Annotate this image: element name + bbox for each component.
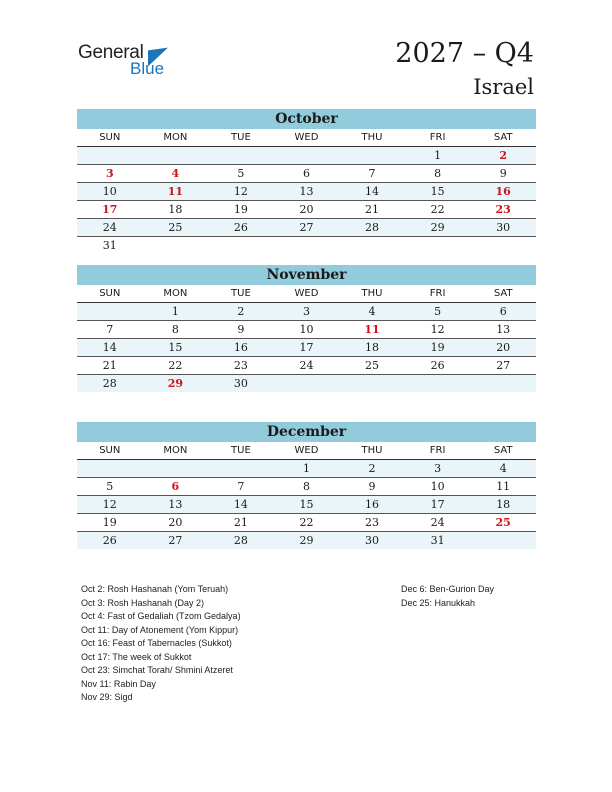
month-november: [77, 265, 536, 392]
day-cell: 29: [405, 219, 471, 237]
week-row: [77, 165, 536, 183]
day-cell: 15: [274, 496, 340, 514]
weekday-header-row: [77, 129, 536, 147]
day-cell: 24: [77, 219, 143, 237]
day-cell: 12: [77, 496, 143, 514]
logo-general-text: General: [78, 42, 144, 63]
day-cell: 26: [208, 219, 274, 237]
holiday-note: Nov 11: Rabin Day: [81, 678, 156, 689]
month-title: November: [77, 265, 536, 285]
weekday-label: FRI: [405, 442, 471, 460]
holiday-note: Oct 16: Feast of Tabernacles (Sukkot): [81, 638, 232, 648]
week-row: [77, 532, 536, 550]
holiday-note: Nov 29: Sigd: [81, 692, 133, 702]
week-row: [77, 183, 536, 201]
day-cell: 15: [405, 183, 471, 201]
holiday-note: Oct 4: Fast of Gedaliah (Tzom Gedalya): [81, 611, 241, 621]
day-cell: 7: [339, 165, 405, 183]
day-cell: 27: [143, 532, 209, 550]
day-cell: 6: [274, 165, 340, 183]
day-cell: 19: [208, 201, 274, 219]
day-cell: 31: [102, 239, 117, 252]
day-cell: 13: [274, 183, 340, 201]
weekday-label: SUN: [77, 442, 143, 460]
week-row: [77, 201, 536, 219]
day-cell: 1: [274, 460, 340, 478]
day-cell: 30: [208, 375, 274, 393]
holiday-note: Oct 11: Day of Atonement (Yom Kippur): [81, 624, 239, 635]
day-cell: 3: [405, 460, 471, 478]
day-cell: 23: [208, 357, 274, 375]
day-cell: 20: [143, 514, 209, 532]
day-cell: 20: [274, 201, 340, 219]
day-cell: 5: [208, 165, 274, 183]
holiday-note: Dec 25: Hanukkah: [401, 597, 476, 608]
logo-blue-text: Blue: [130, 59, 165, 78]
weekday-label: TUE: [208, 442, 274, 460]
weekday-label: SAT: [470, 129, 536, 147]
week-row: [77, 321, 536, 339]
day-cell: 1: [405, 147, 471, 165]
weekday-label: MON: [143, 285, 209, 303]
week-row: [77, 496, 536, 514]
calendar-grid: [77, 442, 536, 549]
day-cell: 25: [470, 514, 536, 532]
day-cell: 21: [208, 514, 274, 532]
day-cell: 7: [208, 478, 274, 496]
weekday-label: THU: [339, 442, 405, 460]
day-cell: 5: [405, 303, 471, 321]
day-cell: 22: [405, 201, 471, 219]
weekday-label: WED: [274, 285, 340, 303]
weekday-label: MON: [143, 129, 209, 147]
holiday-notes-left: [81, 583, 241, 705]
week-row: [77, 219, 536, 237]
day-cell: [274, 237, 340, 255]
day-cell: [208, 460, 274, 478]
day-cell: 19: [405, 339, 471, 357]
day-cell: 28: [77, 375, 143, 393]
holiday-note: Dec 6: Ben-Gurion Day: [401, 584, 495, 594]
day-cell: 13: [143, 496, 209, 514]
holiday-note: Oct 23: Simchat Torah/ Shmini Atzeret: [81, 665, 233, 675]
day-cell: 16: [339, 496, 405, 514]
day-cell: 23: [470, 201, 536, 219]
day-cell: 14: [77, 339, 143, 357]
day-cell: 11: [339, 321, 405, 339]
day-cell: 2: [470, 147, 536, 165]
day-cell: [405, 375, 471, 393]
month-title: October: [77, 109, 536, 129]
day-cell: 17: [405, 496, 471, 514]
day-cell: 2: [208, 303, 274, 321]
week-row: [77, 478, 536, 496]
day-cell: 27: [274, 219, 340, 237]
day-cell: 30: [339, 532, 405, 550]
day-cell: 10: [77, 183, 143, 201]
day-cell: 24: [274, 357, 340, 375]
day-cell: [274, 147, 340, 165]
weekday-label: SUN: [77, 285, 143, 303]
day-cell: 16: [470, 183, 536, 201]
weekday-header-row: [77, 442, 536, 460]
week-row: [77, 375, 536, 393]
week-row: [77, 460, 536, 478]
day-cell: 10: [274, 321, 340, 339]
day-cell: 31: [405, 532, 471, 550]
week-row: [77, 339, 536, 357]
weekday-header-row: [77, 285, 536, 303]
week-row: [77, 357, 536, 375]
day-cell: 9: [470, 165, 536, 183]
day-cell: 20: [470, 339, 536, 357]
weekday-label: FRI: [405, 129, 471, 147]
weekday-label: SAT: [470, 285, 536, 303]
day-cell: 9: [339, 478, 405, 496]
day-cell: 29: [274, 532, 340, 550]
day-cell: 4: [143, 165, 209, 183]
day-cell: 28: [208, 532, 274, 550]
day-cell: [274, 375, 340, 393]
day-cell: 23: [339, 514, 405, 532]
weekday-label: SAT: [470, 442, 536, 460]
day-cell: 14: [339, 183, 405, 201]
day-cell: 25: [143, 219, 209, 237]
day-cell: 11: [470, 478, 536, 496]
day-cell: 16: [208, 339, 274, 357]
day-cell: 10: [405, 478, 471, 496]
day-cell: [405, 237, 471, 255]
day-cell: [339, 147, 405, 165]
logo: [78, 42, 178, 82]
day-cell: 4: [470, 460, 536, 478]
weekday-label: TUE: [208, 285, 274, 303]
day-cell: 26: [77, 532, 143, 550]
weekday-label: THU: [339, 129, 405, 147]
day-cell: [143, 460, 209, 478]
day-cell: [143, 237, 209, 255]
day-cell: 18: [470, 496, 536, 514]
day-cell: 2: [339, 460, 405, 478]
day-cell: 25: [339, 357, 405, 375]
day-cell: 4: [339, 303, 405, 321]
day-cell: 6: [143, 478, 209, 496]
weekday-label: FRI: [405, 285, 471, 303]
day-cell: 14: [208, 496, 274, 514]
day-cell: 12: [208, 183, 274, 201]
day-cell: 1: [143, 303, 209, 321]
day-cell: 30: [470, 219, 536, 237]
day-cell: 12: [405, 321, 471, 339]
day-cell: 5: [77, 478, 143, 496]
day-cell: 18: [143, 201, 209, 219]
day-cell: 27: [470, 357, 536, 375]
day-cell: 19: [77, 514, 143, 532]
day-cell: 18: [339, 339, 405, 357]
page-title: 2027 – Q4: [395, 38, 534, 69]
day-cell: 26: [405, 357, 471, 375]
day-cell: 17: [274, 339, 340, 357]
month-december: [77, 422, 536, 549]
day-cell: 8: [405, 165, 471, 183]
day-cell: [470, 237, 536, 255]
weekday-label: THU: [339, 285, 405, 303]
day-cell: 29: [143, 375, 209, 393]
day-cell: 7: [77, 321, 143, 339]
week-row: [77, 237, 536, 255]
weekday-label: WED: [274, 442, 340, 460]
day-cell: [470, 532, 536, 550]
day-cell: [77, 147, 143, 165]
calendar-grid: [77, 129, 536, 254]
day-cell: [470, 375, 536, 393]
weekday-label: SUN: [77, 129, 143, 147]
day-cell: 8: [143, 321, 209, 339]
holiday-note: Oct 17: The week of Sukkot: [81, 651, 192, 662]
holiday-notes-right: [401, 583, 494, 610]
day-cell: 6: [470, 303, 536, 321]
day-cell: 24: [405, 514, 471, 532]
weekday-label: MON: [143, 442, 209, 460]
day-cell: 11: [143, 183, 209, 201]
day-cell: [339, 375, 405, 393]
month-title: December: [77, 422, 536, 442]
day-cell: 9: [208, 321, 274, 339]
weekday-label: TUE: [208, 129, 274, 147]
day-cell: 8: [274, 478, 340, 496]
week-row: [77, 147, 536, 165]
day-cell: 3: [274, 303, 340, 321]
country-name: Israel: [473, 75, 534, 99]
day-cell: 3: [77, 165, 143, 183]
holiday-note: Oct 2: Rosh Hashanah (Yom Teruah): [81, 584, 229, 594]
holiday-note: Oct 3: Rosh Hashanah (Day 2): [81, 597, 205, 608]
month-october: [77, 109, 536, 254]
day-cell: [339, 237, 405, 255]
day-cell: 22: [143, 357, 209, 375]
weekday-label: WED: [274, 129, 340, 147]
day-cell: 21: [77, 357, 143, 375]
day-cell: [208, 237, 274, 255]
week-row: [77, 303, 536, 321]
day-cell: 17: [77, 201, 143, 219]
day-cell: 21: [339, 201, 405, 219]
day-cell: 13: [470, 321, 536, 339]
day-cell: 28: [339, 219, 405, 237]
week-row: [77, 514, 536, 532]
day-cell: 15: [143, 339, 209, 357]
day-cell: [77, 460, 143, 478]
calendar-grid: [77, 285, 536, 392]
day-cell: [208, 147, 274, 165]
day-cell: [143, 147, 209, 165]
day-cell: [77, 303, 143, 321]
day-cell: 22: [274, 514, 340, 532]
